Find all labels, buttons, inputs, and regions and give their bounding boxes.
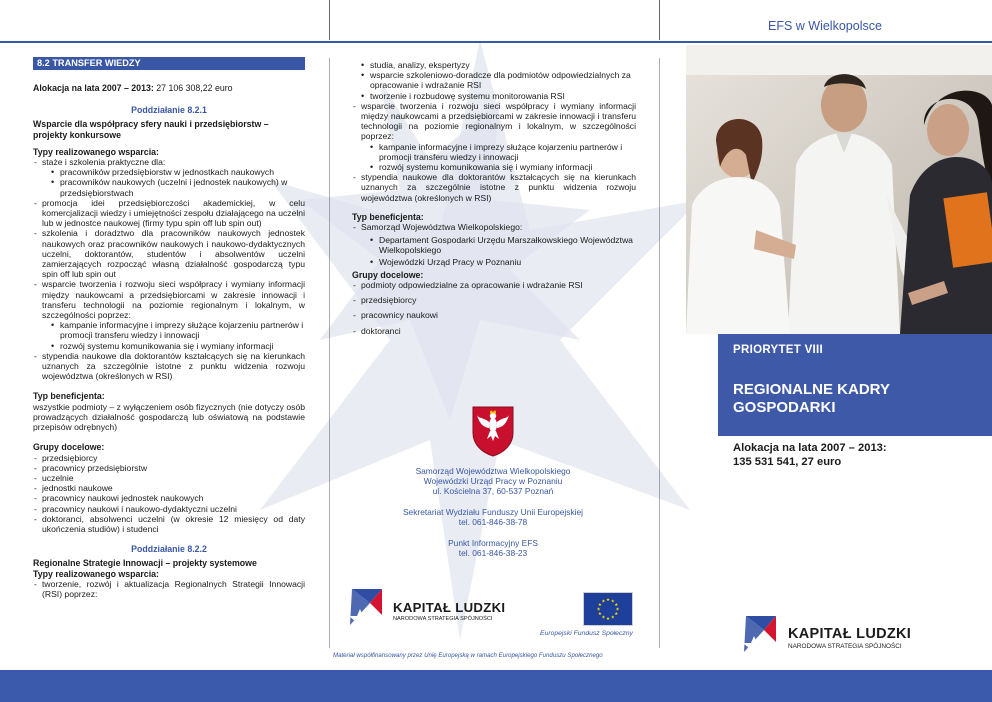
sub-list-item: • kampanie informacyjne i imprezy służące kojarzeniu partnerów i promocji transferu wiedzy i innowacji	[369, 142, 636, 162]
groups-header: Grupy docelowe:	[33, 442, 105, 453]
logo-title: KAPITAŁ LUDZKI	[788, 626, 912, 642]
contact-line: Punkt Informacyjny EFS	[448, 538, 538, 548]
list-item	[33, 157, 305, 198]
list-item-text: Samorząd Województwa Wielkopolskiego:	[361, 222, 523, 233]
contact-block	[380, 538, 606, 558]
groups-list	[33, 453, 305, 535]
priority-allocation	[733, 441, 973, 469]
contact-line: tel. 061-846-38-23	[458, 548, 528, 558]
subsection-name: Regionalne Strategie Innowacji – projekty systemowe	[33, 558, 257, 569]
sub-list-item: • wsparcie szkoleniowo-doradcze dla podmiotów odpowiedzialnych za opracowanie i wdrażanie RSI	[360, 70, 636, 90]
list-item: - przedsiębiorcy	[352, 295, 636, 305]
allocation-value: 27 106 308,22 euro	[156, 83, 233, 93]
sub-list-item: • studia, analizy, ekspertyzy	[360, 60, 636, 70]
list-item-text: staże i szkolenia praktyczne dla:	[42, 157, 166, 168]
brand-title: EFS w Wielkopolsce	[768, 19, 882, 33]
sub-list-item: • Departament Gospodarki Urzędu Marszałkowskiego Województwa Wielkopolskiego	[369, 235, 636, 255]
subsection-title: Poddziałanie 8.2.2	[131, 544, 207, 555]
beneficiary-list	[352, 222, 636, 267]
allocation-label: Alokacja na lata 2007 – 2013:	[733, 442, 887, 454]
fold-mark	[329, 58, 330, 648]
list-item	[352, 172, 636, 203]
allocation-value: 135 531 541, 27 euro	[733, 456, 842, 468]
list-item-text: stypendia naukowe dla doktorantów kształcących się na kierunkach uznanych za szczególnie istotne z punktu widzenia rozwoju województwa (określonych w RSI)	[361, 172, 636, 203]
sub-list-item: • rozwój systemu komunikowania się i wymiany informacji	[369, 162, 636, 172]
list-item	[33, 351, 305, 382]
list-item	[33, 198, 305, 229]
list-item-text: stypendia naukowe dla doktorantów kształcących się na kierunkach uznanych za szczególnie istotne z punktu widzenia rozwoju województwa (określonych w RSI)	[42, 350, 305, 382]
list-item: - jednostki naukowe	[33, 483, 305, 493]
beneficiary-text: wszystkie podmioty – z wyłączeniem osób fizycznych (nie dotyczy osób prowadzących działalność gospodarczą lub oświatową na podstawie przepisów odrębnych)	[33, 401, 305, 433]
list-item	[33, 279, 305, 350]
sub-list-item: • Wojewódzki Urząd Pracy w Poznaniu	[369, 257, 636, 267]
left-column	[33, 57, 305, 599]
kapital-ludzki-logo-icon	[740, 609, 780, 659]
logo-subtitle: NARODOWA STRATEGIA SPÓJNOŚCI	[788, 643, 902, 650]
subsection-name: Wsparcie dla współpracy sfery nauki i przedsiębiorstw – projekty konkursowe	[33, 119, 269, 140]
list-item: - doktoranci	[352, 326, 636, 336]
groups-header: Grupy docelowe:	[352, 269, 424, 280]
support-list	[33, 579, 305, 599]
list-item-text: wsparcie tworzenia i rozwoju sieci współpracy i wymiany informacji między naukowcami a przedsiębiorcami w zakresie innowacji i transferu technologii na poziomie regionalnym i lokalnym, w szczególności poprzez:	[361, 100, 636, 142]
allocation-line	[33, 83, 305, 93]
support-header: Typy realizowanego wsparcia:	[33, 146, 159, 157]
list-item: - przedsiębiorcy	[33, 453, 305, 463]
sub-list	[361, 142, 636, 173]
eu-star-icon: ★	[606, 597, 610, 603]
subsection-title: Poddziałanie 8.2.1	[131, 105, 207, 116]
eu-flag-icon	[583, 592, 633, 626]
support-list	[352, 101, 636, 203]
eu-star-icon: ★	[597, 611, 602, 617]
contact-line: Wojewódzki Urząd Pracy w Poznaniu	[423, 476, 563, 486]
list-item: - tworzenie, rozwój i aktualizacja Regionalnych Strategii Innowacji (RSI) poprzez:	[33, 579, 305, 599]
list-item-text: wsparcie tworzenia i rozwoju sieci współpracy i wymiany informacji między naukowcami a przedsiębiorcami w zakresie innowacji i transferu technologii na poziomie regionalnym i lokalnym, w szczególności poprzez:	[42, 279, 305, 321]
eu-star-icon: ★	[610, 614, 615, 620]
list-item: - pracownicy przedsiębiorstw	[33, 463, 305, 473]
list-item	[352, 222, 636, 267]
sub-list-item: • rozwój systemu komunikowania się i wymiany informacji	[50, 341, 305, 351]
list-item: - podmioty odpowiedzialne za opracowanie i wdrażanie RSI	[352, 280, 636, 290]
list-item-text: promocja idei przedsiębiorczości akademickiej, w celu komercjalizacji wiedzy i umiejętności zespołu działającego na uczelni lub w jednostce naukowej (firmy typu spin off lub spin out)	[42, 197, 305, 229]
people-photo	[686, 45, 992, 334]
sub-list	[42, 320, 305, 351]
eu-fund-caption: Europejski Fundusz Społeczny	[540, 630, 633, 637]
contact-line: Samorząd Województwa Wielkopolskiego	[415, 466, 571, 476]
contact-block	[380, 466, 606, 496]
photo-illustration	[686, 45, 992, 334]
beneficiary-header: Typ beneficjenta:	[33, 391, 105, 402]
contact-line: tel. 061-846-38-78	[458, 517, 528, 527]
contact-line: ul. Kościelna 37, 60-537 Poznań	[432, 486, 554, 496]
list-item-text: szkolenia i doradztwo dla pracowników naukowych jednostek naukowych oraz pracowników naukowych i naukowo-dydaktycznych uczelni, doktorantów, studentów i absolwentów uczelni zamierzających rozpocząć własną działalność gospodarczą typu spin off lub spin out	[42, 228, 305, 280]
cofinancing-note: Materiał współfinansowany przez Unię Europejską w ramach Europejskiego Funduszu Społecznego	[333, 652, 603, 659]
list-item	[352, 101, 636, 172]
middle-column	[352, 60, 636, 336]
eu-star-icon: ★	[597, 601, 602, 607]
fold-mark	[659, 58, 660, 648]
sub-list-item: • tworzenie i rozbudowę systemu monitorowania RSI	[360, 91, 636, 101]
footer-band	[0, 670, 992, 702]
logo-title: KAPITAŁ LUDZKI	[393, 600, 506, 615]
allocation-label: Alokacja na lata 2007 – 2013:	[33, 83, 154, 93]
sub-list-item: • pracowników naukowych (uczelni i jednostek naukowych) w przedsiębiorstwach	[50, 177, 305, 197]
list-item	[33, 228, 305, 279]
beneficiary-sublist	[361, 235, 636, 267]
eu-star-icon: ★	[610, 598, 615, 604]
emblem-icon	[471, 405, 515, 457]
list-item: - pracownicy naukowi	[352, 310, 636, 320]
beneficiary-header: Typ beneficjenta:	[352, 211, 424, 222]
priority-title: REGIONALNE KADRY GOSPODARKI	[733, 381, 890, 416]
sub-list-item: • kampanie informacyjne i imprezy służące kojarzeniu partnerów i promocji transferu wiedzy i innowacji	[50, 320, 305, 340]
eu-star-icon: ★	[614, 611, 619, 617]
priority-label: PRIORYTET VIII	[733, 344, 824, 356]
eu-star-icon: ★	[596, 606, 601, 612]
top-rule	[0, 41, 992, 43]
fold-mark	[659, 0, 660, 40]
eu-star-icon: ★	[614, 601, 619, 607]
support-header: Typy realizowanego wsparcia:	[33, 568, 159, 579]
contact-block	[380, 507, 606, 527]
kapital-ludzki-logo-icon	[346, 585, 386, 629]
list-item: - doktoranci, absolwenci uczelni (w okresie 12 miesięcy od daty ukończenia studiów) i studenci	[33, 514, 305, 534]
section-header: 8.2 TRANSFER WIEDZY	[33, 57, 305, 70]
support-list	[33, 157, 305, 381]
list-item: - uczelnie	[33, 473, 305, 483]
sub-list-item: • pracowników przedsiębiorstw w jednostkach naukowych	[50, 167, 305, 177]
logo-subtitle: NARODOWA STRATEGIA SPÓJNOŚCI	[393, 616, 493, 622]
list-item: - pracownicy naukowi i naukowo-dydaktyczni uczelni	[33, 504, 305, 514]
eu-star-icon: ★	[615, 606, 620, 612]
contact-line: Sekretariat Wydziału Funduszy Unii Europejskiej	[402, 507, 584, 517]
fold-mark	[329, 0, 330, 40]
list-item: - pracownicy naukowi jednostek naukowych	[33, 493, 305, 503]
groups-list	[352, 280, 636, 336]
rsi-sublist	[352, 60, 636, 101]
sub-list	[42, 167, 305, 198]
eu-star-icon: ★	[606, 615, 610, 621]
eu-star-icon: ★	[601, 598, 606, 604]
eu-star-icon: ★	[601, 614, 606, 620]
